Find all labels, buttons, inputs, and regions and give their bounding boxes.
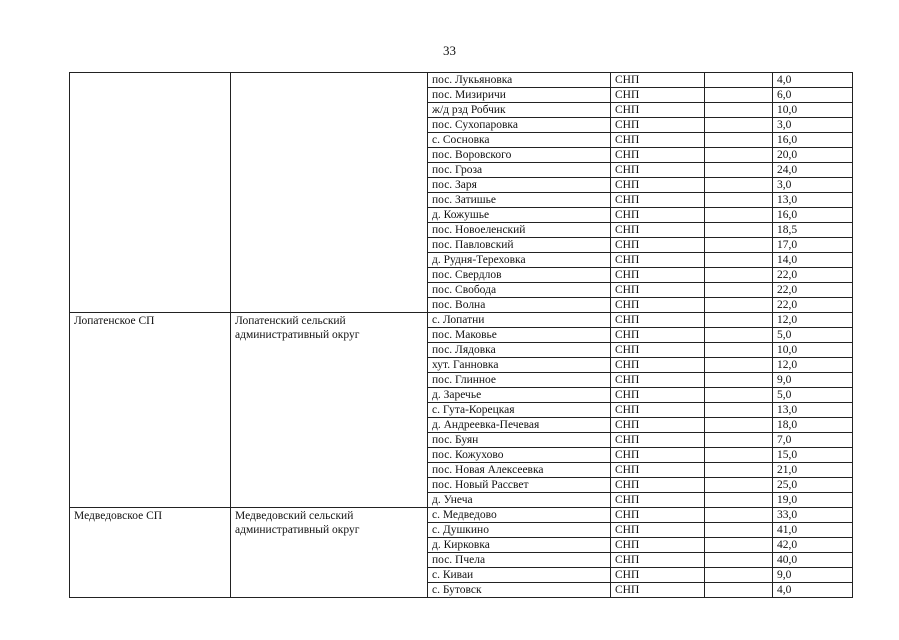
distance-cell: 5,0: [773, 328, 853, 343]
locality-type-cell: СНП: [611, 283, 705, 298]
locality-type-cell: СНП: [611, 553, 705, 568]
locality-name-cell: д. Андреевка-Печевая: [428, 418, 611, 433]
empty-cell: [705, 463, 773, 478]
empty-cell: [705, 178, 773, 193]
distance-cell: 9,0: [773, 373, 853, 388]
locality-name-cell: пос. Мизиричи: [428, 88, 611, 103]
empty-cell: [705, 118, 773, 133]
empty-cell: [705, 298, 773, 313]
settlements-table-body: [70, 73, 853, 598]
empty-cell: [705, 538, 773, 553]
locality-type-cell: СНП: [611, 403, 705, 418]
locality-name-cell: с. Гута-Корецкая: [428, 403, 611, 418]
empty-cell: [705, 283, 773, 298]
locality-name-cell: пос. Затишье: [428, 193, 611, 208]
locality-name-cell: пос. Новый Рассвет: [428, 478, 611, 493]
empty-cell: [705, 373, 773, 388]
locality-type-cell: СНП: [611, 268, 705, 283]
locality-name-cell: пос. Пчела: [428, 553, 611, 568]
locality-name-cell: с. Сосновка: [428, 133, 611, 148]
empty-cell: [705, 568, 773, 583]
district-name-cell: Лопатенский сельский административный округ: [231, 313, 428, 508]
locality-name-cell: с. Душкино: [428, 523, 611, 538]
locality-type-cell: СНП: [611, 508, 705, 523]
locality-type-cell: СНП: [611, 148, 705, 163]
distance-cell: 33,0: [773, 508, 853, 523]
locality-name-cell: с. Бутовск: [428, 583, 611, 598]
locality-name-cell: с. Лопатни: [428, 313, 611, 328]
locality-name-cell: пос. Новая Алексеевка: [428, 463, 611, 478]
locality-type-cell: СНП: [611, 238, 705, 253]
empty-cell: [705, 328, 773, 343]
empty-cell: [705, 163, 773, 178]
locality-name-cell: пос. Новоеленский: [428, 223, 611, 238]
empty-cell: [705, 133, 773, 148]
locality-type-cell: СНП: [611, 373, 705, 388]
locality-type-cell: СНП: [611, 433, 705, 448]
distance-cell: 17,0: [773, 238, 853, 253]
distance-cell: 13,0: [773, 193, 853, 208]
empty-cell: [705, 583, 773, 598]
distance-cell: 9,0: [773, 568, 853, 583]
locality-name-cell: пос. Свердлов: [428, 268, 611, 283]
locality-type-cell: СНП: [611, 103, 705, 118]
distance-cell: 3,0: [773, 118, 853, 133]
empty-cell: [705, 88, 773, 103]
empty-cell: [705, 553, 773, 568]
distance-cell: 41,0: [773, 523, 853, 538]
empty-cell: [705, 478, 773, 493]
locality-name-cell: пос. Кожухово: [428, 448, 611, 463]
empty-cell: [705, 208, 773, 223]
settlements-table: [69, 72, 853, 598]
distance-cell: 16,0: [773, 208, 853, 223]
locality-type-cell: СНП: [611, 253, 705, 268]
locality-name-cell: с. Медведово: [428, 508, 611, 523]
distance-cell: 22,0: [773, 283, 853, 298]
distance-cell: 13,0: [773, 403, 853, 418]
locality-type-cell: СНП: [611, 133, 705, 148]
distance-cell: 10,0: [773, 343, 853, 358]
locality-name-cell: пос. Гроза: [428, 163, 611, 178]
district-name-cell: Медведовский сельский административный округ: [231, 508, 428, 598]
locality-name-cell: пос. Лукьяновка: [428, 73, 611, 88]
locality-type-cell: СНП: [611, 523, 705, 538]
distance-cell: 18,5: [773, 223, 853, 238]
distance-cell: 15,0: [773, 448, 853, 463]
distance-cell: 12,0: [773, 313, 853, 328]
locality-type-cell: СНП: [611, 208, 705, 223]
distance-cell: 40,0: [773, 553, 853, 568]
locality-type-cell: СНП: [611, 493, 705, 508]
locality-type-cell: СНП: [611, 463, 705, 478]
empty-cell: [705, 103, 773, 118]
empty-cell: [705, 73, 773, 88]
locality-type-cell: СНП: [611, 538, 705, 553]
distance-cell: 24,0: [773, 163, 853, 178]
empty-cell: [705, 493, 773, 508]
locality-name-cell: пос. Воровского: [428, 148, 611, 163]
empty-cell: [705, 343, 773, 358]
locality-type-cell: СНП: [611, 73, 705, 88]
distance-cell: 42,0: [773, 538, 853, 553]
settlement-name-cell: Медведовское СП: [70, 508, 231, 598]
empty-cell: [705, 268, 773, 283]
table-row: [70, 313, 853, 328]
distance-cell: 7,0: [773, 433, 853, 448]
empty-cell: [705, 403, 773, 418]
locality-type-cell: СНП: [611, 313, 705, 328]
distance-cell: 4,0: [773, 583, 853, 598]
distance-cell: 10,0: [773, 103, 853, 118]
distance-cell: 4,0: [773, 73, 853, 88]
locality-name-cell: ж/д рзд Робчик: [428, 103, 611, 118]
distance-cell: 21,0: [773, 463, 853, 478]
locality-type-cell: СНП: [611, 118, 705, 133]
locality-type-cell: СНП: [611, 163, 705, 178]
distance-cell: 12,0: [773, 358, 853, 373]
locality-type-cell: СНП: [611, 388, 705, 403]
distance-cell: 22,0: [773, 268, 853, 283]
empty-cell: [705, 193, 773, 208]
table-row: [70, 73, 853, 88]
locality-name-cell: пос. Павловский: [428, 238, 611, 253]
settlement-name-cell: Лопатенское СП: [70, 313, 231, 508]
distance-cell: 3,0: [773, 178, 853, 193]
locality-name-cell: с. Киваи: [428, 568, 611, 583]
settlement-name-cell: [70, 73, 231, 313]
distance-cell: 25,0: [773, 478, 853, 493]
locality-name-cell: пос. Лядовка: [428, 343, 611, 358]
empty-cell: [705, 148, 773, 163]
empty-cell: [705, 523, 773, 538]
locality-name-cell: д. Унеча: [428, 493, 611, 508]
page-number: 33: [443, 43, 456, 58]
empty-cell: [705, 223, 773, 238]
locality-type-cell: СНП: [611, 298, 705, 313]
locality-name-cell: пос. Свобода: [428, 283, 611, 298]
locality-type-cell: СНП: [611, 448, 705, 463]
empty-cell: [705, 448, 773, 463]
distance-cell: 5,0: [773, 388, 853, 403]
distance-cell: 19,0: [773, 493, 853, 508]
locality-type-cell: СНП: [611, 88, 705, 103]
locality-name-cell: пос. Заря: [428, 178, 611, 193]
empty-cell: [705, 238, 773, 253]
locality-name-cell: д. Рудня-Тереховка: [428, 253, 611, 268]
locality-name-cell: д. Кожушье: [428, 208, 611, 223]
locality-type-cell: СНП: [611, 193, 705, 208]
empty-cell: [705, 388, 773, 403]
locality-type-cell: СНП: [611, 223, 705, 238]
locality-type-cell: СНП: [611, 178, 705, 193]
table-row: [70, 508, 853, 523]
locality-name-cell: пос. Глинное: [428, 373, 611, 388]
empty-cell: [705, 358, 773, 373]
empty-cell: [705, 418, 773, 433]
empty-cell: [705, 508, 773, 523]
locality-name-cell: хут. Ганновка: [428, 358, 611, 373]
distance-cell: 22,0: [773, 298, 853, 313]
locality-name-cell: д. Кирковка: [428, 538, 611, 553]
locality-type-cell: СНП: [611, 358, 705, 373]
locality-type-cell: СНП: [611, 568, 705, 583]
locality-type-cell: СНП: [611, 478, 705, 493]
distance-cell: 18,0: [773, 418, 853, 433]
distance-cell: 6,0: [773, 88, 853, 103]
locality-name-cell: пос. Сухопаровка: [428, 118, 611, 133]
locality-name-cell: д. Заречье: [428, 388, 611, 403]
locality-name-cell: пос. Буян: [428, 433, 611, 448]
locality-type-cell: СНП: [611, 343, 705, 358]
distance-cell: 14,0: [773, 253, 853, 268]
distance-cell: 20,0: [773, 148, 853, 163]
locality-name-cell: пос. Маковье: [428, 328, 611, 343]
district-name-cell: [231, 73, 428, 313]
locality-type-cell: СНП: [611, 418, 705, 433]
locality-type-cell: СНП: [611, 583, 705, 598]
locality-type-cell: СНП: [611, 328, 705, 343]
empty-cell: [705, 313, 773, 328]
empty-cell: [705, 433, 773, 448]
empty-cell: [705, 253, 773, 268]
locality-name-cell: пос. Волна: [428, 298, 611, 313]
distance-cell: 16,0: [773, 133, 853, 148]
